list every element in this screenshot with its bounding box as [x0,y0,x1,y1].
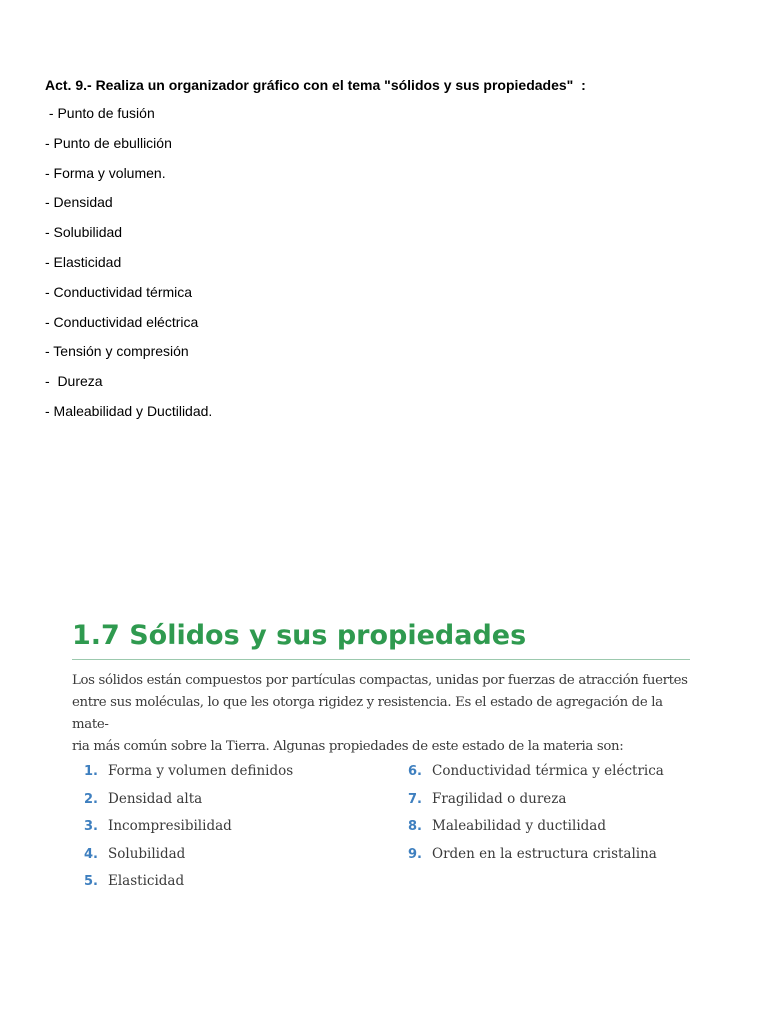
item-text: Densidad alta [108,790,203,807]
item-number: 2. [84,791,98,807]
item-text: Solubilidad [108,845,186,862]
list-item: - Maleabilidad y Ductilidad. [45,402,213,419]
list-item: - Forma y volumen. [45,164,166,181]
item-number: 3. [84,819,98,834]
list-item [84,813,408,841]
list-item: - Conductividad eléctrica [45,313,199,330]
list-item: - Dureza [45,373,103,390]
item-number: 7. [408,791,422,807]
item-text: Elasticidad [108,873,185,889]
item-number: 8. [408,819,422,834]
intro-line: entre sus moléculas, lo que les otorga rigidez y resistencia. Es el estado de agregación de la mate- [72,695,663,732]
item-text: Fragilidad o dureza [432,790,567,807]
item-number: 5. [84,874,98,889]
list-item: - Elasticidad [45,253,122,270]
list-item [84,786,408,814]
intro-line: ria más común sobre la Tierra. Algunas propiedades de este estado de la materia son: [72,739,624,754]
list-item [84,868,408,896]
item-text: Orden en la estructura cristalina [432,845,657,862]
item-number: 4. [84,846,98,862]
activity-section [45,75,725,431]
list-item: - Tensión y compresión [45,343,189,360]
list-item [408,813,690,841]
list-item [408,786,690,814]
numbered-properties [72,758,690,896]
activity-property-list [45,103,725,431]
list-item: - Punto de fusión [45,105,155,121]
item-number: 6. [408,764,422,779]
activity-title: Act. 9.- Realiza un organizador gráfico con el tema "sólidos y sus propiedades" : [45,77,586,93]
item-text: Incompresibilidad [108,818,232,834]
intro-line: Los sólidos están compuestos por partículas compactas, unidas por fuerzas de atracción fuertes [72,673,688,688]
section-intro [72,670,690,758]
list-item: - Conductividad térmica [45,283,193,300]
item-text: Forma y volumen definidos [108,763,294,779]
list-item: - Densidad [45,194,113,211]
list-item [408,758,690,786]
item-number: 9. [408,846,422,862]
numbered-list-right [408,758,690,896]
item-text: Maleabilidad y ductilidad [432,818,606,834]
list-item [84,758,408,786]
list-item [84,841,408,869]
list-item [408,841,690,869]
textbook-excerpt-image [72,620,690,896]
numbered-list-left [72,758,408,896]
section-heading: 1.7 Sólidos y sus propiedades [72,620,690,660]
list-item: - Punto de ebullición [45,134,172,151]
list-item: - Solubilidad [45,224,123,241]
item-number: 1. [84,764,98,779]
item-text: Conductividad térmica y eléctrica [432,763,664,779]
